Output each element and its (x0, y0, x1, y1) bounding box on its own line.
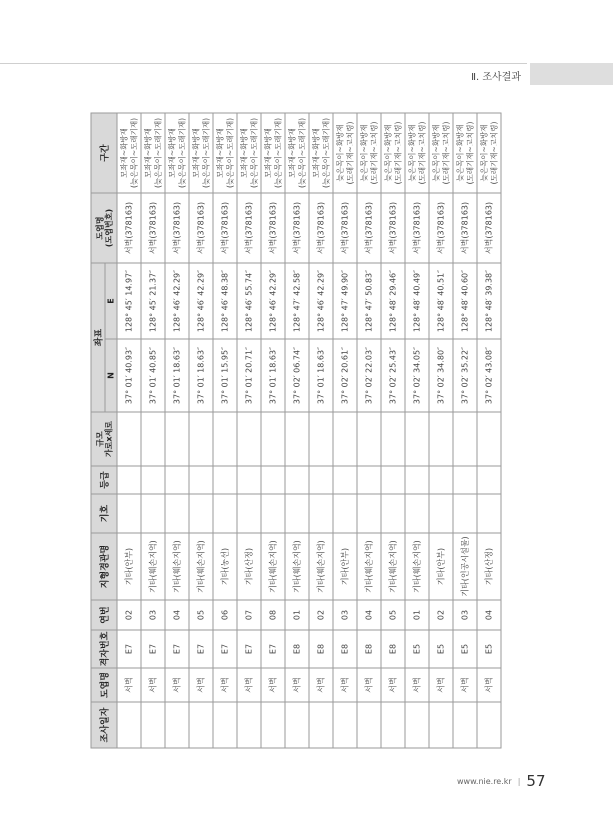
cell-e: 128° 46′ 42.29″ (261, 262, 285, 338)
segment-sub: (도래기재~고치령) (464, 121, 474, 184)
segment-main: 늦은목이~화방재 (454, 123, 464, 181)
cell-date (117, 702, 141, 748)
header-serial: 연번 (91, 600, 117, 630)
cell-symbol (429, 494, 453, 533)
cell-scale (285, 412, 309, 466)
section-title: Ⅱ. 조사결과 (471, 72, 521, 83)
footer (457, 772, 546, 790)
cell-grade (357, 466, 381, 494)
cell-date (453, 702, 477, 748)
cell-e: 128° 46′ 42.29″ (189, 262, 213, 338)
cell-n: 37° 01′ 18.63″ (261, 339, 285, 412)
cell-sheet: 서벽(378163) (285, 192, 309, 262)
segment-main: 늦은목이~화방재 (334, 123, 344, 181)
cell-grid: E8 (309, 630, 333, 668)
cell-date (405, 702, 429, 748)
cell-serial: 06 (213, 600, 237, 630)
cell-scale (189, 412, 213, 466)
cell-map: 서벽 (357, 668, 381, 702)
cell-serial: 05 (381, 600, 405, 630)
cell-map: 서벽 (285, 668, 309, 702)
cell-symbol (213, 494, 237, 533)
cell-scale (429, 412, 453, 466)
cell-serial: 04 (357, 600, 381, 630)
table-row (477, 112, 501, 747)
cell-landscape: 기타(산정) (237, 533, 261, 600)
cell-n: 37° 02′ 34.05″ (405, 339, 429, 412)
cell-landscape: 기타(훼손지역) (165, 533, 189, 600)
segment-main: 늦은목이~화방재 (478, 123, 488, 181)
cell-sheet: 서벽(378163) (261, 192, 285, 262)
segment-sub: (늦은목이~도래기재) (200, 117, 210, 188)
cell-symbol (453, 494, 477, 533)
cell-symbol (117, 494, 141, 533)
cell-date (261, 702, 285, 748)
cell-n: 37° 02′ 25.43″ (381, 339, 405, 412)
cell-scale (261, 412, 285, 466)
cell-landscape: 기타(산정) (477, 533, 501, 600)
cell-scale (333, 412, 357, 466)
cell-sheet: 서벽(378163) (189, 192, 213, 262)
header-date: 조사일자 (91, 702, 117, 748)
cell-grid: E8 (333, 630, 357, 668)
segment-main: 늦은목이~화방재 (382, 123, 392, 181)
cell-landscape: 기타(훼손지역) (141, 533, 165, 600)
segment-main: 늦은목이~화방재 (358, 123, 368, 181)
cell-grade (165, 466, 189, 494)
cell-symbol (405, 494, 429, 533)
cell-grid: E8 (285, 630, 309, 668)
cell-serial: 07 (237, 600, 261, 630)
cell-grade (309, 466, 333, 494)
cell-grid: E7 (261, 630, 285, 668)
cell-serial: 01 (405, 600, 429, 630)
cell-segment (429, 112, 453, 192)
cell-grade (381, 466, 405, 494)
cell-symbol (357, 494, 381, 533)
cell-serial: 05 (189, 600, 213, 630)
cell-map: 서벽 (309, 668, 333, 702)
cell-scale (309, 412, 333, 466)
cell-grid: E8 (357, 630, 381, 668)
cell-map: 서벽 (141, 668, 165, 702)
segment-main: 모좌재~화방재 (190, 127, 200, 178)
cell-symbol (189, 494, 213, 533)
cell-scale (357, 412, 381, 466)
cell-sheet: 서벽(378163) (429, 192, 453, 262)
cell-grade (117, 466, 141, 494)
cell-scale (381, 412, 405, 466)
cell-n: 37° 02′ 43.08″ (477, 339, 501, 412)
cell-symbol (309, 494, 333, 533)
cell-landscape: 기타(농선) (213, 533, 237, 600)
cell-map: 서벽 (333, 668, 357, 702)
cell-n: 37° 01′ 40.93″ (117, 339, 141, 412)
cell-symbol (261, 494, 285, 533)
cell-grid: E8 (381, 630, 405, 668)
cell-grade (333, 466, 357, 494)
segment-sub: (늦은목이~도래기재) (320, 117, 330, 188)
cell-n: 37° 01′ 15.95″ (213, 339, 237, 412)
cell-serial: 02 (117, 600, 141, 630)
table-row (141, 112, 165, 747)
cell-symbol (381, 494, 405, 533)
cell-serial: 02 (309, 600, 333, 630)
cell-segment (477, 112, 501, 192)
cell-segment (333, 112, 357, 192)
segment-main: 모좌재~화방재 (118, 127, 128, 178)
cell-e: 128° 48′ 40.60″ (453, 262, 477, 338)
header-map-name: 도엽명 (91, 668, 117, 702)
cell-sheet: 서벽(378163) (237, 192, 261, 262)
cell-segment (381, 112, 405, 192)
cell-segment (261, 112, 285, 192)
cell-n: 37° 02′ 34.80″ (429, 339, 453, 412)
cell-grid: E5 (429, 630, 453, 668)
cell-serial: 04 (477, 600, 501, 630)
cell-date (309, 702, 333, 748)
segment-main: 모좌재~화방재 (262, 127, 272, 178)
table-row (381, 112, 405, 747)
cell-grid: E7 (237, 630, 261, 668)
cell-date (213, 702, 237, 748)
footer-url[interactable]: www.nie.re.kr (457, 777, 512, 786)
cell-landscape: 기타(훼손지역) (189, 533, 213, 600)
cell-e: 128° 48′ 40.49″ (405, 262, 429, 338)
cell-scale (237, 412, 261, 466)
cell-scale (477, 412, 501, 466)
cell-sheet: 서벽(378163) (213, 192, 237, 262)
cell-map: 서벽 (429, 668, 453, 702)
cell-segment (141, 112, 165, 192)
header-grid: 격자번호 (91, 630, 117, 668)
table-row (165, 112, 189, 747)
cell-symbol (237, 494, 261, 533)
cell-n: 37° 02′ 20.61″ (333, 339, 357, 412)
segment-sub: (도래기재~고치령) (416, 121, 426, 184)
cell-grid: E7 (117, 630, 141, 668)
cell-segment (405, 112, 429, 192)
cell-n: 37° 01′ 20.71″ (237, 339, 261, 412)
table-row (429, 112, 453, 747)
cell-date (381, 702, 405, 748)
cell-e: 128° 46′ 42.29″ (309, 262, 333, 338)
cell-e: 128° 45′ 14.97″ (117, 262, 141, 338)
segment-sub: (늦은목이~도래기재) (128, 117, 138, 188)
table-row (309, 112, 333, 747)
table-row (405, 112, 429, 747)
cell-map: 서벽 (189, 668, 213, 702)
segment-sub: (도래기재~고치령) (440, 121, 450, 184)
cell-segment (213, 112, 237, 192)
cell-grid: E7 (165, 630, 189, 668)
cell-grade (405, 466, 429, 494)
cell-n: 37° 01′ 18.63″ (189, 339, 213, 412)
cell-sheet: 서벽(378163) (141, 192, 165, 262)
table-row (117, 112, 141, 747)
cell-scale (405, 412, 429, 466)
cell-sheet: 서벽(378163) (165, 192, 189, 262)
cell-scale (453, 412, 477, 466)
cell-e: 128° 47′ 49.90″ (333, 262, 357, 338)
cell-symbol (165, 494, 189, 533)
cell-e: 128° 48′ 40.51″ (429, 262, 453, 338)
cell-serial: 03 (141, 600, 165, 630)
survey-table-rotated (90, 112, 497, 748)
cell-date (285, 702, 309, 748)
segment-sub: (늦은목이~도래기재) (272, 117, 282, 188)
cell-grid: E5 (477, 630, 501, 668)
cell-map: 서벽 (237, 668, 261, 702)
cell-map: 서벽 (477, 668, 501, 702)
cell-map: 서벽 (453, 668, 477, 702)
segment-main: 모좌재~화방재 (238, 127, 248, 178)
header-map-sheet: 도엽명 (도엽번호) (91, 192, 117, 262)
cell-landscape: 기타(훼손지역) (405, 533, 429, 600)
cell-grade (429, 466, 453, 494)
segment-main: 늦은목이~화방재 (430, 123, 440, 181)
cell-landscape: 기타(훼손지역) (381, 533, 405, 600)
page-number: 57 (526, 772, 546, 790)
cell-serial: 04 (165, 600, 189, 630)
cell-e: 128° 47′ 50.83″ (357, 262, 381, 338)
header-grade: 등급 (91, 466, 117, 494)
cell-scale (141, 412, 165, 466)
cell-serial: 08 (261, 600, 285, 630)
cell-date (237, 702, 261, 748)
cell-serial: 03 (453, 600, 477, 630)
cell-grade (141, 466, 165, 494)
cell-n: 37° 01′ 18.63″ (309, 339, 333, 412)
cell-grade (237, 466, 261, 494)
cell-map: 서벽 (213, 668, 237, 702)
segment-main: 모좌재~화방재 (310, 127, 320, 178)
cell-grid: E7 (141, 630, 165, 668)
segment-sub: (늦은목이~도래기재) (176, 117, 186, 188)
cell-n: 37° 01′ 40.85″ (141, 339, 165, 412)
segment-main: 모좌재~화방재 (166, 127, 176, 178)
cell-e: 128° 48′ 39.38″ (477, 262, 501, 338)
cell-grade (213, 466, 237, 494)
cell-sheet: 서벽(378163) (117, 192, 141, 262)
segment-main: 모좌재~화방재 (214, 127, 224, 178)
cell-e: 128° 46′ 48.38″ (213, 262, 237, 338)
cell-grid: E5 (405, 630, 429, 668)
cell-n: 37° 02′ 35.22″ (453, 339, 477, 412)
segment-sub: (도래기재~고치령) (392, 121, 402, 184)
table-row (285, 112, 309, 747)
cell-date (141, 702, 165, 748)
segment-sub: (도래기재~고치령) (488, 121, 498, 184)
header-e: E (105, 262, 117, 338)
cell-grade (477, 466, 501, 494)
cell-sheet: 서벽(378163) (309, 192, 333, 262)
cell-scale (213, 412, 237, 466)
header-coord: 좌표 (91, 262, 105, 411)
table-row (189, 112, 213, 747)
cell-map: 서벽 (117, 668, 141, 702)
table-row (237, 112, 261, 747)
footer-separator: | (517, 777, 521, 786)
cell-grade (285, 466, 309, 494)
cell-date (189, 702, 213, 748)
segment-main: 모좌재~화방재 (286, 127, 296, 178)
cell-scale (165, 412, 189, 466)
cell-segment (285, 112, 309, 192)
cell-landscape: 기타(안부) (429, 533, 453, 600)
cell-segment (117, 112, 141, 192)
segment-main: 늦은목이~화방재 (406, 123, 416, 181)
cell-grade (189, 466, 213, 494)
cell-n: 37° 02′ 06.74″ (285, 339, 309, 412)
cell-landscape: 기타(안부) (333, 533, 357, 600)
header-rule (0, 63, 527, 64)
cell-map: 서벽 (405, 668, 429, 702)
cell-grade (453, 466, 477, 494)
cell-landscape: 기타(훼손지역) (261, 533, 285, 600)
cell-map: 서벽 (261, 668, 285, 702)
cell-landscape: 기타(훼손지역) (309, 533, 333, 600)
cell-e: 128° 45′ 21.37″ (141, 262, 165, 338)
cell-n: 37° 01′ 18.63″ (165, 339, 189, 412)
cell-map: 서벽 (165, 668, 189, 702)
cell-symbol (141, 494, 165, 533)
segment-sub: (늦은목이~도래기재) (152, 117, 162, 188)
cell-sheet: 서벽(378163) (405, 192, 429, 262)
header-n: N (105, 339, 117, 412)
header-segment: 구간 (91, 112, 117, 192)
cell-e: 128° 47′ 42.58″ (285, 262, 309, 338)
table-row (453, 112, 477, 747)
cell-grid: E5 (453, 630, 477, 668)
cell-landscape: 기타(훼손지역) (285, 533, 309, 600)
header-landscape: 지형경관명 (91, 533, 117, 600)
cell-symbol (285, 494, 309, 533)
cell-serial: 02 (429, 600, 453, 630)
cell-landscape: 기타(안부) (117, 533, 141, 600)
cell-segment (189, 112, 213, 192)
cell-map: 서벽 (381, 668, 405, 702)
segment-sub: (도래기재~고치령) (368, 121, 378, 184)
cell-grid: E7 (213, 630, 237, 668)
cell-date (477, 702, 501, 748)
cell-date (357, 702, 381, 748)
header-scale: 규모 가로x세로 (91, 412, 117, 466)
cell-serial: 03 (333, 600, 357, 630)
cell-e: 128° 46′ 55.74″ (237, 262, 261, 338)
segment-sub: (도래기재~고치령) (344, 121, 354, 184)
cell-landscape: 기타(인공시설물) (453, 533, 477, 600)
cell-segment (453, 112, 477, 192)
table-row (213, 112, 237, 747)
cell-date (333, 702, 357, 748)
cell-segment (165, 112, 189, 192)
segment-sub: (늦은목이~도래기재) (224, 117, 234, 188)
cell-e: 128° 46′ 42.29″ (165, 262, 189, 338)
cell-n: 37° 02′ 22.03″ (357, 339, 381, 412)
cell-symbol (477, 494, 501, 533)
cell-grade (261, 466, 285, 494)
header-symbol: 기호 (91, 494, 117, 533)
survey-table (90, 112, 501, 748)
table-row (261, 112, 285, 747)
cell-serial: 01 (285, 600, 309, 630)
cell-sheet: 서벽(378163) (477, 192, 501, 262)
cell-date (429, 702, 453, 748)
cell-segment (309, 112, 333, 192)
cell-grid: E7 (189, 630, 213, 668)
table-row (357, 112, 381, 747)
cell-e: 128° 48′ 29.46″ (381, 262, 405, 338)
cell-symbol (333, 494, 357, 533)
section-tab (530, 63, 613, 85)
table-row (333, 112, 357, 747)
segment-main: 모좌재~화방재 (142, 127, 152, 178)
cell-sheet: 서벽(378163) (357, 192, 381, 262)
cell-landscape: 기타(훼손지역) (357, 533, 381, 600)
segment-sub: (늦은목이~도래기재) (248, 117, 258, 188)
cell-segment (357, 112, 381, 192)
cell-segment (237, 112, 261, 192)
segment-sub: (늦은목이~도래기재) (296, 117, 306, 188)
cell-scale (117, 412, 141, 466)
cell-sheet: 서벽(378163) (381, 192, 405, 262)
cell-sheet: 서벽(378163) (453, 192, 477, 262)
cell-date (165, 702, 189, 748)
cell-sheet: 서벽(378163) (333, 192, 357, 262)
